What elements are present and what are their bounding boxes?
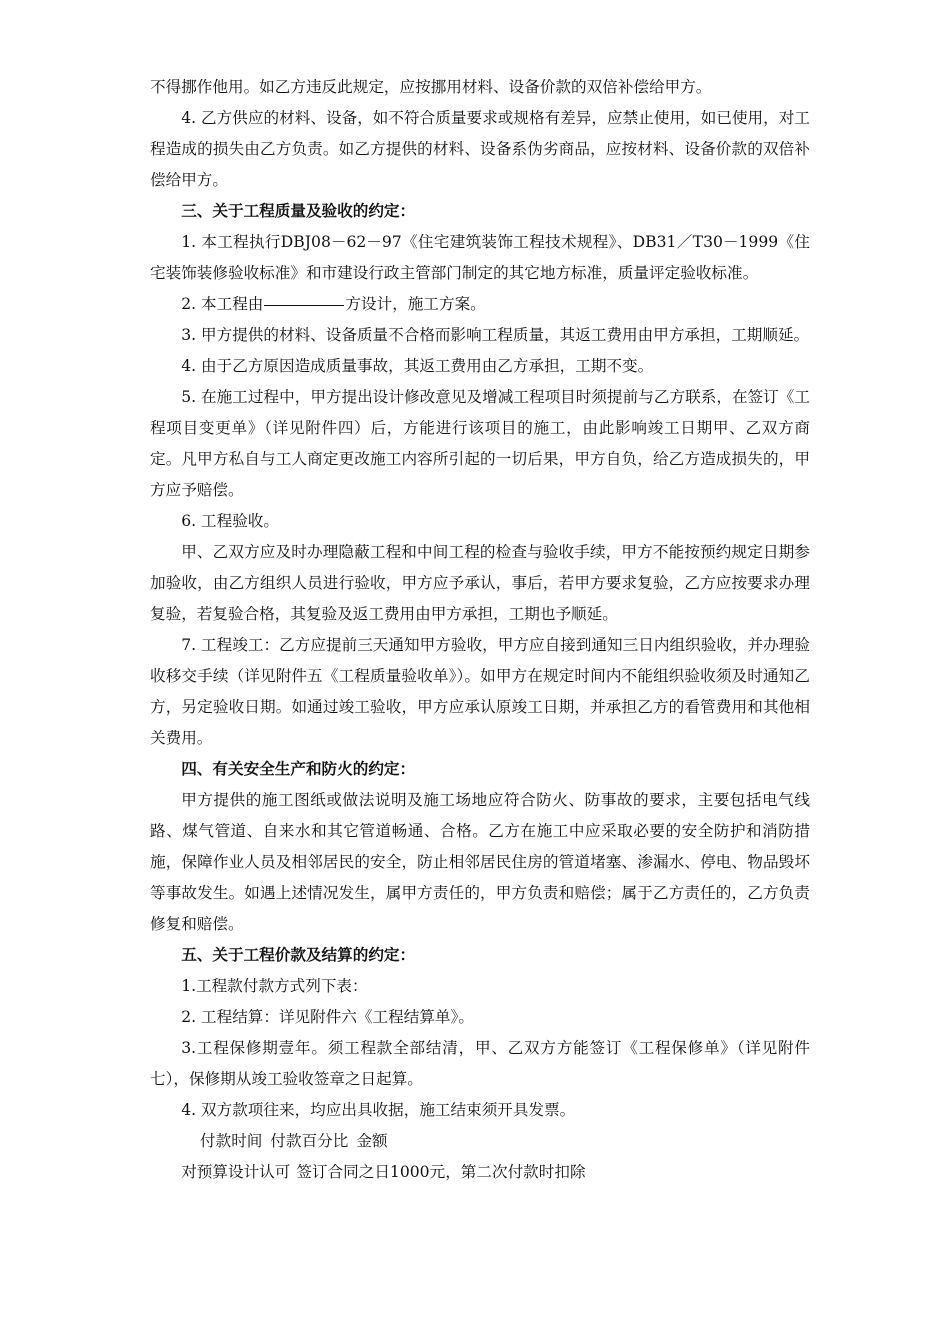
payment-table-cell: 签订合同之日1000元，第二次付款时扣除 bbox=[296, 1163, 586, 1181]
paragraph: 4. 双方款项往来，均应出具收据，施工结束须开具发票。 bbox=[181, 1101, 576, 1119]
payment-table-cell: 对预算设计认可 bbox=[181, 1163, 291, 1181]
payment-table bbox=[150, 1126, 810, 1188]
blank-suffix: 方设计，施工方案。 bbox=[345, 295, 486, 313]
paragraph-with-blank bbox=[150, 289, 810, 320]
paragraph: 3.工程保修期壹年。须工程款全部结清，甲、乙双方方能签订《工程保修单》（详见附件七），保修期从竣工验收签章之日起算。 bbox=[150, 1039, 810, 1088]
paragraph: 不得挪作他用。如乙方违反此规定，应按挪用材料、设备价款的双倍补偿给甲方。 bbox=[150, 78, 712, 96]
paragraph: 6. 工程验收。 bbox=[181, 512, 279, 530]
blank-prefix: 2. 本工程由 bbox=[181, 295, 264, 313]
payment-table-header bbox=[150, 1126, 810, 1157]
paragraph: 1.工程款付款方式列下表： bbox=[181, 977, 368, 995]
paragraph: 3. 甲方提供的材料、设备质量不合格而影响工程质量，其返工费用由甲方承担，工期顺延。 bbox=[181, 326, 810, 344]
section-heading: 四、有关安全生产和防火的约定： bbox=[181, 760, 416, 778]
document-body bbox=[150, 72, 810, 1188]
paragraph: 4. 乙方供应的材料、设备，如不符合质量要求或规格有差异，应禁止使用，如已使用，对工程造成的损失由乙方负责。如乙方提供的材料、设备系伪劣商品，应按材料、设备价款的双倍补偿给甲方。 bbox=[150, 109, 810, 189]
payment-table-row bbox=[150, 1157, 810, 1188]
paragraph: 2. 工程结算：详见附件六《工程结算单》。 bbox=[181, 1008, 474, 1026]
payment-table-column-header: 金额 bbox=[356, 1132, 388, 1150]
section-heading: 三、关于工程质量及验收的约定： bbox=[181, 202, 416, 220]
fill-in-blank bbox=[264, 304, 344, 306]
paragraph: 7. 工程竣工：乙方应提前三天通知甲方验收，甲方应自接到通知三日内组织验收，并办理验收移交手续（详见附件五《工程质量验收单》）。如甲方在规定时间内不能组织验收须及时通知乙方，另定验收日期。如通过竣工验收，甲方应承认原竣工日期，并承担乙方的看管费用和其他相关费用。 bbox=[150, 636, 810, 747]
paragraph: 5. 在施工过程中，甲方提出设计修改意见及增减工程项目时须提前与乙方联系，在签订《工程项目变更单》（详见附件四）后，方能进行该项目的施工，由此影响竣工日期甲、乙双方商定。凡甲方私自与工人商定更改施工内容所引起的一切后果，甲方自负，给乙方造成损失的，甲方应予赔偿。 bbox=[150, 388, 810, 499]
paragraph: 甲、乙双方应及时办理隐蔽工程和中间工程的检查与验收手续，甲方不能按预约规定日期参加验收，由乙方组织人员进行验收，甲方应予承认，事后，若甲方要求复验，乙方应按要求办理复验，若复验合格，其复验及返工费用由甲方承担，工期也予顺延。 bbox=[150, 543, 810, 623]
paragraph: 1. 本工程执行DBJ08－62－97《住宅建筑装饰工程技术规程》、DB31／T30－1999《住宅装饰装修验收标准》和市建设行政主管部门制定的其它地方标准，质量评定验收标准。 bbox=[150, 233, 810, 282]
section-heading: 五、关于工程价款及结算的约定： bbox=[181, 946, 416, 964]
payment-table-column-header: 付款百分比 bbox=[270, 1132, 349, 1150]
payment-table-column-header: 付款时间 bbox=[200, 1132, 263, 1150]
paragraph: 甲方提供的施工图纸或做法说明及施工场地应符合防火、防事故的要求，主要包括电气线路、煤气管道、自来水和其它管道畅通、合格。乙方在施工中应采取必要的安全防护和消防措施，保障作业人员及相邻居民的安全，防止相邻居民住房的管道堵塞、渗漏水、停电、物品毁坏等事故发生。如遇上述情况发生，属甲方责任的，甲方负责和赔偿；属于乙方责任的，乙方负责修复和赔偿。 bbox=[150, 791, 810, 933]
paragraph: 4. 由于乙方原因造成质量事故，其返工费用由乙方承担，工期不变。 bbox=[181, 357, 654, 375]
